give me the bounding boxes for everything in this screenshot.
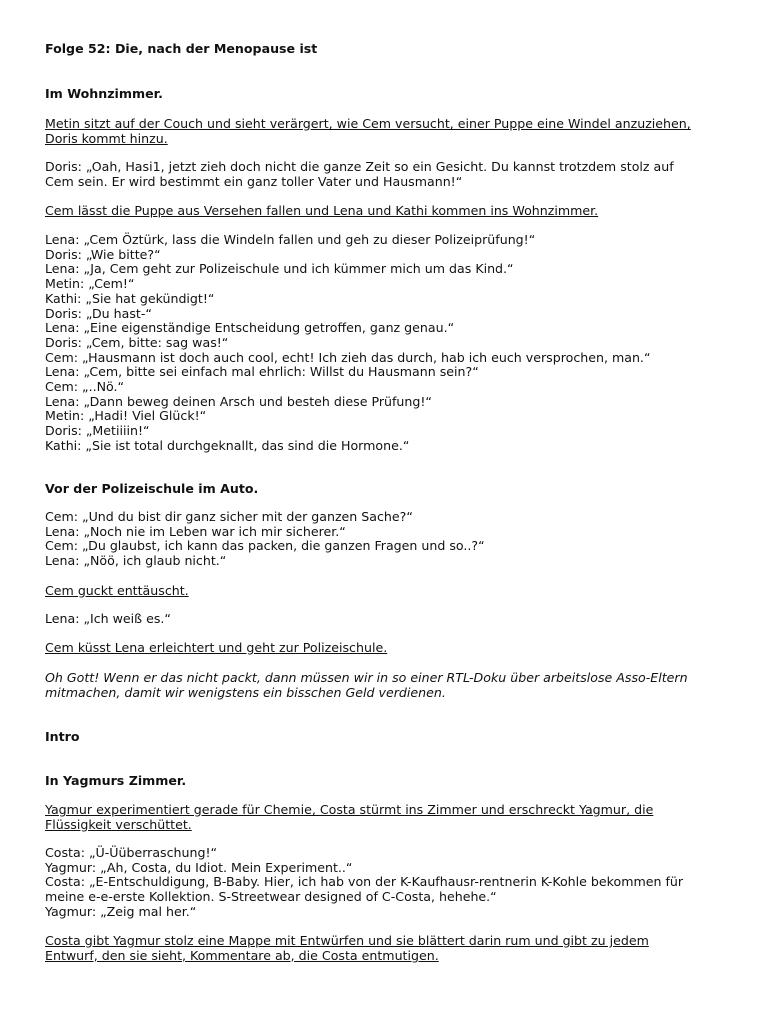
text-line: Doris kommt hinzu. <box>45 130 168 146</box>
text-line: Yagmur experimentiert gerade für Chemie, Costa stürmt ins Zimmer und erschreckt Yagmur, die <box>45 802 654 817</box>
dialogue-line: Kathi: „Sie ist total durchgeknallt, das sind die Hormone.“ <box>45 437 410 453</box>
text-line: mitmachen, damit wir wenigstens ein bisschen Geld verdienen. <box>45 684 446 700</box>
dialogue-line: Cem: „Du glaubst, ich kann das packen, die ganzen Fragen und so..?“ <box>45 538 485 554</box>
dialogue-line: Lena: „Dann beweg deinen Arsch und besteh diese Prüfung!“ <box>45 393 432 409</box>
stage-direction: Cem guckt enttäuscht. <box>45 583 189 598</box>
text-line: Cem sein. Er wird bestimmt ein ganz toller Vater und Hausmann!“ <box>45 173 463 189</box>
dialogue-line: Yagmur: „Ah, Costa, du Idiot. Mein Experiment..“ <box>45 859 353 875</box>
dialogue-line: Metin: „Cem!“ <box>45 276 135 292</box>
dialogue-line: Lena: „Nöö, ich glaub nicht.“ <box>45 553 227 569</box>
stage-direction <box>45 117 725 146</box>
stage-direction: Cem küsst Lena erleichtert und geht zur Polizeischule. <box>45 640 388 655</box>
text-line: Costa gibt Yagmur stolz eine Mappe mit Entwürfen und sie blättert darin rum und gibt zu jedem <box>45 933 649 948</box>
dialogue-line: Costa: „E-Entschuldigung, B-Baby. Hier, ich hab von der K-Kaufhausr-rentnerin K-Kohle bekommen für <box>45 874 684 890</box>
dialogue-block <box>45 160 725 189</box>
dialogue-line: meine e-e-erste Kollektion. S-Streetwear designed of C-Costa, hehehe.“ <box>45 889 497 905</box>
dialogue-line: Lena: „Noch nie im Leben war ich mir sicherer.“ <box>45 523 346 539</box>
dialogue-line: Doris: „Metiiiin!“ <box>45 423 150 439</box>
dialogue-line: Lena: „Cem Öztürk, lass die Windeln fallen und geh zu dieser Polizeiprüfung!“ <box>45 232 536 247</box>
dialogue-line: Metin: „Hadi! Viel Glück!“ <box>45 408 207 424</box>
dialogue-block <box>45 510 725 569</box>
dialogue-line: Lena: „Eine eigenständige Entscheidung getroffen, ganz genau.“ <box>45 320 455 336</box>
dialogue-line: Doris: „Wie bitte?“ <box>45 246 161 262</box>
text-line: Metin sitzt auf der Couch und sieht verärgert, wie Cem versucht, einer Puppe eine Windel anzuziehen, <box>45 116 691 131</box>
dialogue-line: Kathi: „Sie hat gekündigt!“ <box>45 290 215 306</box>
scene-heading-yagmur: In Yagmurs Zimmer. <box>45 773 187 788</box>
intro-heading: Intro <box>45 729 80 744</box>
text-line: Oh Gott! Wenn er das nicht packt, dann müssen wir in so einer RTL-Doku über arbeitslose Asso-Eltern <box>45 670 688 685</box>
dialogue-line: Lena: „Cem, bitte sei einfach mal ehrlich: Willst du Hausmann sein?“ <box>45 364 479 380</box>
episode-title: Folge 52: Die, nach der Menopause ist <box>45 41 318 56</box>
dialogue-line: Lena: „Ja, Cem geht zur Polizeischule und ich kümmer mich um das Kind.“ <box>45 261 514 277</box>
scene-heading-wohnzimmer: Im Wohnzimmer. <box>45 86 163 101</box>
stage-direction <box>45 803 725 832</box>
dialogue-line: Costa: „Ü-Üüberraschung!“ <box>45 845 218 860</box>
text-line: Entwurf, den sie sieht, Kommentare ab, die Costa entmutigen. <box>45 947 439 963</box>
dialogue-line: Cem: „Und du bist dir ganz sicher mit der ganzen Sache?“ <box>45 509 413 524</box>
dialogue-line: Yagmur: „Zeig mal her.“ <box>45 903 197 919</box>
stage-direction <box>45 934 725 963</box>
text-line: Flüssigkeit verschüttet. <box>45 816 192 832</box>
dialogue-block <box>45 846 725 920</box>
dialogue-line: Cem: „..Nö.“ <box>45 379 125 395</box>
dialogue-line: Lena: „Ich weiß es.“ <box>45 611 171 626</box>
stage-direction: Cem lässt die Puppe aus Versehen fallen und Lena und Kathi kommen ins Wohnzimmer. <box>45 203 599 218</box>
dialogue-line: Doris: „Du hast-“ <box>45 305 152 321</box>
scene-heading-polizeischule: Vor der Polizeischule im Auto. <box>45 481 259 496</box>
inner-thought <box>45 671 725 700</box>
dialogue-line: Doris: „Cem, bitte: sag was!“ <box>45 334 229 350</box>
dialogue-block <box>45 233 725 454</box>
dialogue-line: Cem: „Hausmann ist doch auch cool, echt! Ich zieh das durch, hab ich euch versprochen, man.“ <box>45 349 651 365</box>
text-line: Doris: „Oah, Hasi1, jetzt zieh doch nicht die ganze Zeit so ein Gesicht. Du kannst trotzdem stolz auf <box>45 159 674 174</box>
